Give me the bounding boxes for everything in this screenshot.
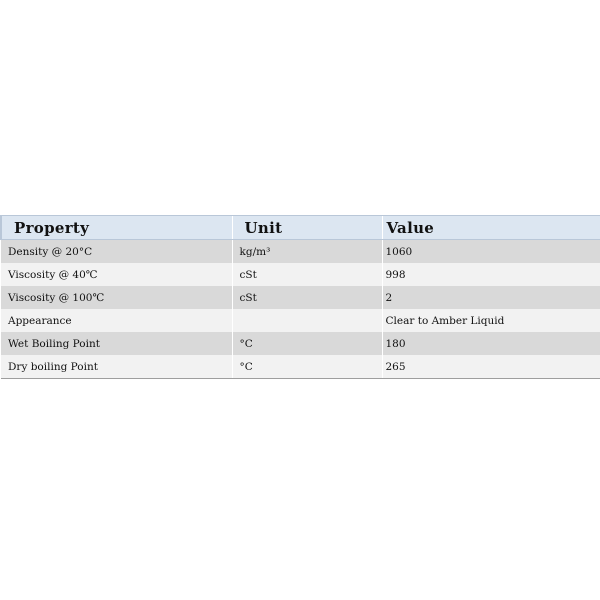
cell-unit: °C [232,332,382,355]
cell-property: Appearance [1,309,232,332]
cell-value: 1060 [382,240,600,264]
cell-unit: kg/m³ [232,240,382,264]
cell-property: Viscosity @ 100℃ [1,286,232,309]
table-row [1,286,600,309]
cell-value: 265 [382,355,600,379]
table-header-row [1,216,600,240]
cell-property: Density @ 20°C [1,240,232,264]
cell-value: 2 [382,286,600,309]
cell-value: 998 [382,263,600,286]
table-row [1,332,600,355]
cell-unit [232,309,382,332]
properties-table [0,215,600,379]
cell-unit: cSt [232,286,382,309]
cell-value: 180 [382,332,600,355]
table-row [1,309,600,332]
table-row [1,240,600,264]
cell-unit: cSt [232,263,382,286]
cell-value: Clear to Amber Liquid [382,309,600,332]
table-row [1,355,600,379]
header-unit: Unit [232,216,382,240]
cell-property: Dry boiling Point [1,355,232,379]
cell-unit: °C [232,355,382,379]
cell-property: Wet Boiling Point [1,332,232,355]
cell-property: Viscosity @ 40℃ [1,263,232,286]
table-row [1,263,600,286]
header-value: Value [382,216,600,240]
header-property: Property [1,216,232,240]
